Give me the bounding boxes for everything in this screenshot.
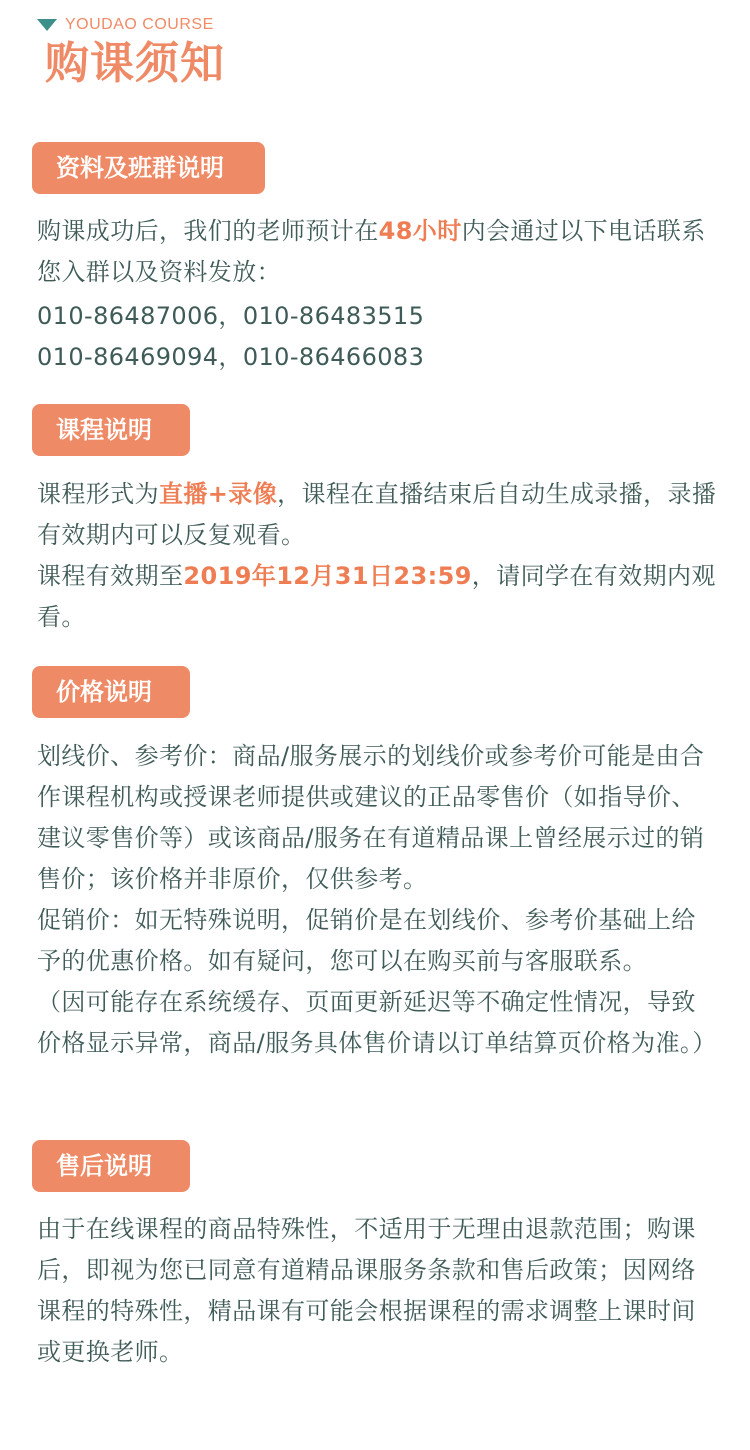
course-paragraph-1	[37, 474, 720, 556]
course-validity-text-b: ，请同学在有效期内观看。	[37, 562, 716, 631]
page-title: 购课须知	[45, 38, 225, 89]
course-validity-text-a: 课程有效期至	[37, 562, 184, 590]
phone-numbers-line-1: 010-86487006，010-86483515	[37, 302, 425, 330]
brand-label: YOUDAO COURSE	[65, 16, 214, 33]
section-title-price: 价格说明	[32, 666, 190, 718]
section-title-after-sales: 售后说明	[32, 1140, 190, 1192]
section-title-course: 课程说明	[32, 404, 190, 456]
price-paragraph-3: （因可能存在系统缓存、页面更新延迟等不确定性情况，导致价格显示异常，商品/服务具体售价请以订单结算页价格为准。）	[37, 988, 717, 1057]
phone-numbers-line-2: 010-86469094，010-86466083	[37, 343, 425, 371]
course-text-b: ，课程在直播结束后自动生成录播，录播有效期内可以反复观看。	[37, 480, 717, 549]
materials-highlight-48h: 48小时	[378, 217, 462, 245]
materials-text-b: 内会通过以下电话联系您入群以及资料发放：	[37, 217, 706, 286]
triangle-down-icon	[37, 19, 57, 31]
materials-text-a: 购课成功后，我们的老师预计在	[37, 217, 379, 245]
materials-paragraph	[37, 211, 720, 293]
brand-row	[37, 14, 214, 36]
price-paragraph-1: 划线价、参考价：商品/服务展示的划线价或参考价可能是由合作课程机构或授课老师提供或建议的正品零售价（如指导价、建议零售价等）或该商品/服务在有道精品课上曾经展示过的销售价；该价格并非原价，仅供参考。	[37, 742, 705, 893]
course-highlight-expiry: 2019年12月31日23:59	[183, 562, 472, 590]
course-text-a: 课程形式为	[37, 480, 159, 508]
section-title-materials: 资料及班群说明	[32, 142, 265, 194]
page-header	[0, 0, 750, 110]
course-paragraph-2	[37, 556, 720, 638]
price-paragraph-2: 促销价：如无特殊说明，促销价是在划线价、参考价基础上给予的优惠价格。如有疑问，您可以在购买前与客服联系。	[37, 906, 696, 975]
course-highlight-format: 直播+录像	[159, 480, 278, 508]
after-sales-paragraph: 由于在线课程的商品特殊性，不适用于无理由退款范围；购课后，即视为您已同意有道精品课服务条款和售后政策；因网络课程的特殊性，精品课有可能会根据课程的需求调整上课时间或更换老师。	[37, 1215, 696, 1366]
